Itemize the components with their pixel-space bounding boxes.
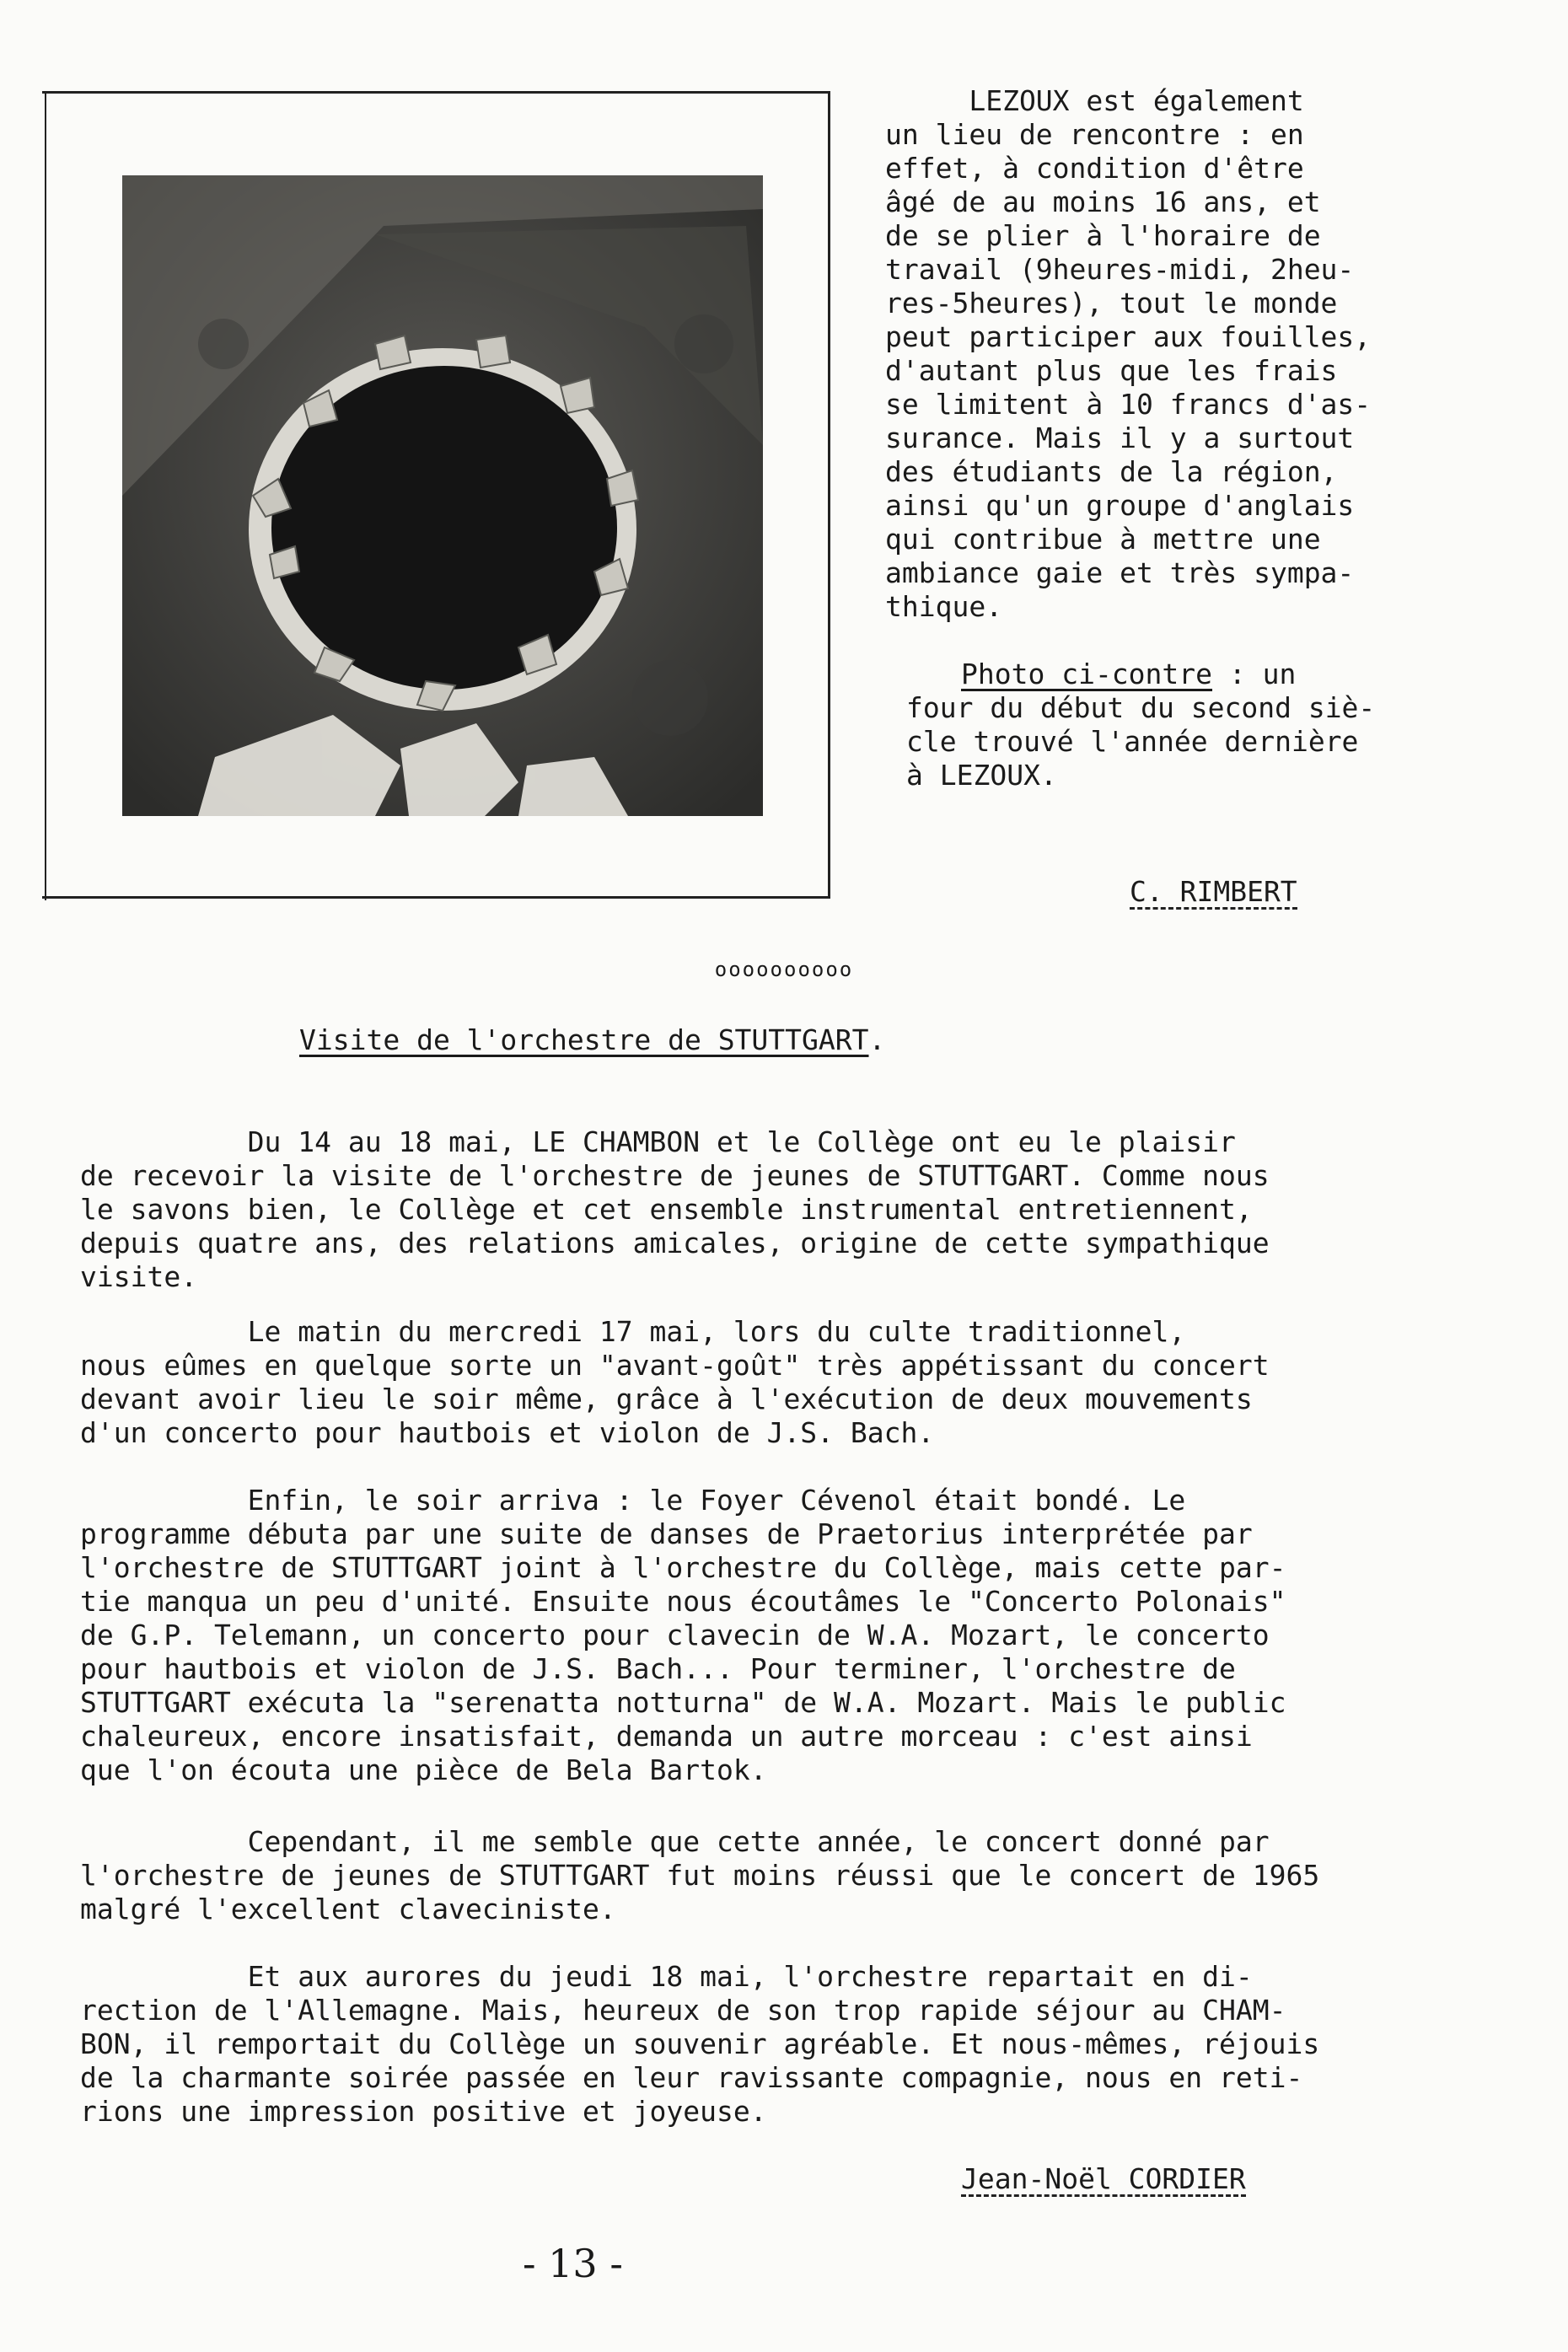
article-line: de la charmante soirée passée en leur ravissante compagnie, nous en reti- — [80, 2061, 1303, 2094]
article-line: BON, il remportait du Collège un souvenir agréable. Et nous-mêmes, réjouis — [80, 2027, 1320, 2060]
article-line: programme débuta par une suite de danses de Praetorius interprétée par — [80, 1517, 1253, 1550]
article-line: Et aux aurores du jeudi 18 mai, l'orchestre repartait en di- — [80, 1960, 1253, 1993]
article-line: que l'on écouta une pièce de Bela Bartok. — [80, 1753, 767, 1786]
article-line: pour hautbois et violon de J.S. Bach... Pour terminer, l'orchestre de — [80, 1652, 1236, 1685]
article-line: Enfin, le soir arriva : le Foyer Cévenol était bondé. Le — [80, 1484, 1186, 1517]
right-line: qui contribue à mettre une — [885, 523, 1321, 556]
article-line: malgré l'excellent claveciniste. — [80, 1893, 616, 1925]
frame-left-line — [45, 91, 46, 900]
page-number: - 13 - — [523, 2241, 623, 2286]
separator-dots — [0, 953, 1568, 986]
photo-frame — [42, 91, 830, 900]
kiln-photo-icon — [122, 175, 763, 816]
right-line: effet, à condition d'être — [885, 152, 1304, 185]
photo-caption-label: Photo ci-contre — [961, 658, 1213, 690]
right-line: travail (9heures-midi, 2heu- — [885, 253, 1355, 286]
article-line: l'orchestre de jeunes de STUTTGART fut moins réussi que le concert de 1965 — [80, 1859, 1320, 1892]
article-line: depuis quatre ans, des relations amicales, origine de cette sympathique — [80, 1227, 1270, 1259]
article-line: de G.P. Telemann, un concerto pour clavecin de W.A. Mozart, le concerto — [80, 1619, 1270, 1651]
right-line: des étudiants de la région, — [885, 455, 1338, 488]
right-line: d'autant plus que les frais — [885, 354, 1338, 387]
signature-rimbert — [1130, 875, 1297, 910]
separator-text: oooooooooo — [714, 958, 854, 981]
right-line: peut participer aux fouilles, — [885, 320, 1372, 353]
article-line: devant avoir lieu le soir même, grâce à l'exécution de deux mouvements — [80, 1383, 1253, 1415]
right-line: ambiance gaie et très sympa- — [885, 556, 1355, 589]
photo-caption-line: à LEZOUX. — [906, 759, 1057, 792]
article-line: d'un concerto pour hautbois et violon de J.S. Bach. — [80, 1416, 935, 1449]
frame-right-line — [828, 91, 830, 896]
kiln-photo — [122, 175, 763, 816]
right-line: surance. Mais il y a surtout — [885, 422, 1355, 454]
article-title — [299, 1023, 885, 1057]
right-line: ainsi qu'un groupe d'anglais — [885, 489, 1355, 522]
signature-rimbert-text: C. RIMBERT — [1130, 875, 1297, 908]
photo-caption-first: : un — [1212, 658, 1297, 690]
article-line: nous eûmes en quelque sorte un "avant-goût" très appétissant du concert — [80, 1349, 1270, 1382]
article-line: de recevoir la visite de l'orchestre de jeunes de STUTTGART. Comme nous — [80, 1159, 1270, 1192]
article-title-text: Visite de l'orchestre de STUTTGART — [299, 1023, 869, 1056]
signature-cordier — [961, 2162, 1246, 2197]
photo-caption-line: cle trouvé l'année dernière — [906, 725, 1359, 758]
article-line: le savons bien, le Collège et cet ensemble instrumental entretiennent, — [80, 1193, 1253, 1226]
article-line: STUTTGART exécuta la "serenatta notturna" de W.A. Mozart. Mais le public — [80, 1686, 1286, 1719]
photo-caption-line: four du début du second siè- — [906, 691, 1376, 724]
right-line: LEZOUX est également — [885, 84, 1304, 117]
article-line: rection de l'Allemagne. Mais, heureux de son trop rapide séjour au CHAM- — [80, 1994, 1286, 2027]
article-line: rions une impression positive et joyeuse. — [80, 2095, 767, 2128]
article-line: chaleureux, encore insatisfait, demanda un autre morceau : c'est ainsi — [80, 1720, 1253, 1753]
article-line: tie manqua un peu d'unité. Ensuite nous écoutâmes le "Concerto Polonais" — [80, 1585, 1286, 1618]
photo-caption-first-line — [961, 658, 1296, 691]
article-title-end: . — [868, 1023, 886, 1056]
right-line: thique. — [885, 590, 1003, 623]
article-line: Le matin du mercredi 17 mai, lors du culte traditionnel, — [80, 1315, 1186, 1348]
right-line: res-5heures), tout le monde — [885, 287, 1338, 320]
article-line: Cependant, il me semble que cette année, le concert donné par — [80, 1825, 1270, 1858]
right-line: se limitent à 10 francs d'as- — [885, 388, 1372, 421]
right-line: de se plier à l'horaire de — [885, 219, 1321, 252]
article-line: visite. — [80, 1260, 198, 1293]
article-line: Du 14 au 18 mai, LE CHAMBON et le Collège ont eu le plaisir — [80, 1125, 1236, 1158]
article-line: l'orchestre de STUTTGART joint à l'orchestre du Collège, mais cette par- — [80, 1551, 1286, 1584]
frame-top-line — [42, 91, 830, 94]
frame-bottom-line — [42, 896, 830, 899]
right-line: un lieu de rencontre : en — [885, 118, 1304, 151]
signature-cordier-text: Jean-Noël CORDIER — [961, 2162, 1246, 2195]
right-line: âgé de au moins 16 ans, et — [885, 185, 1321, 218]
